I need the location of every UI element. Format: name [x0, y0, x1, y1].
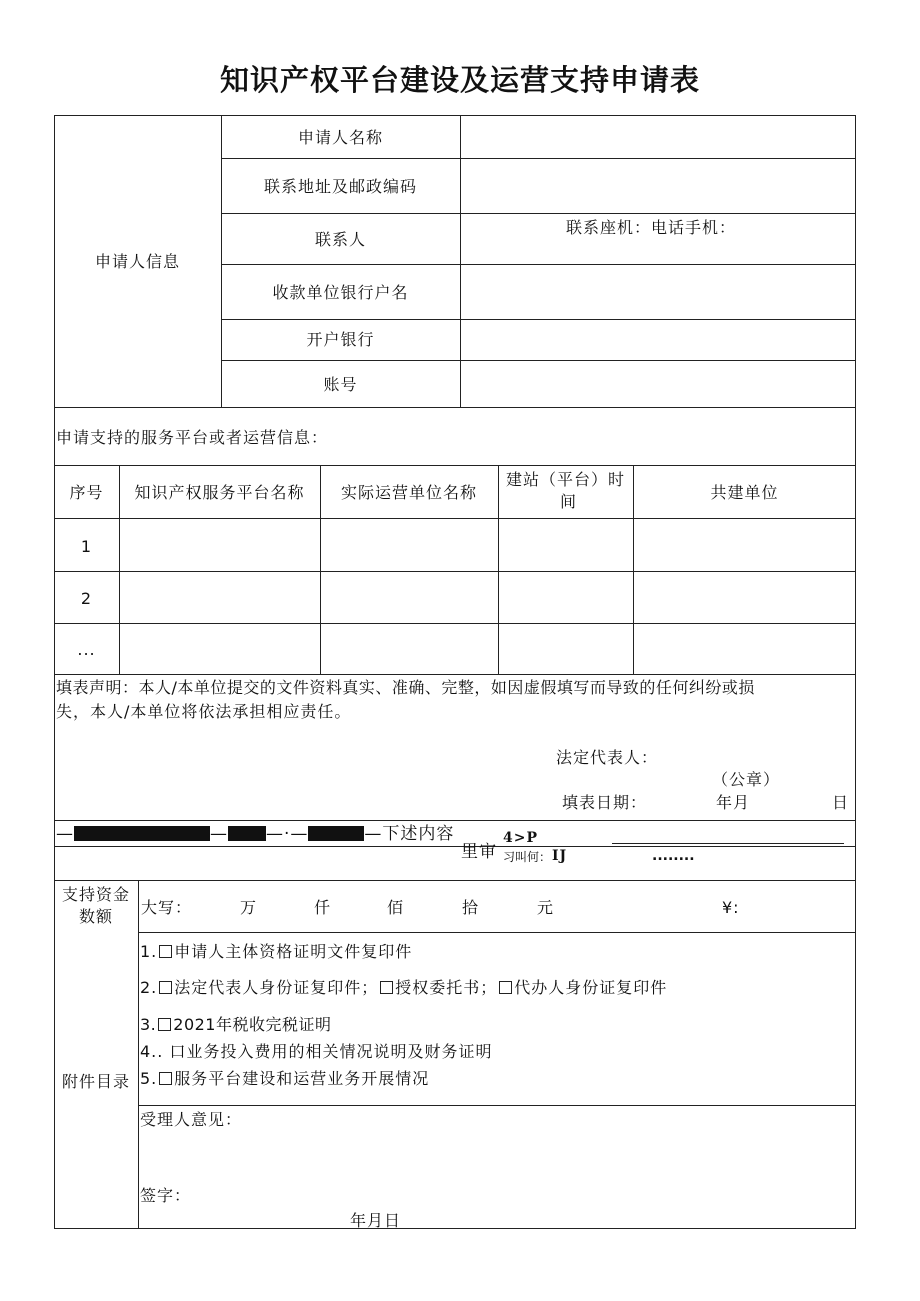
- divider: [498, 465, 499, 674]
- review-header-mid1: —: [210, 824, 228, 844]
- fill-date-ym: 年月: [716, 793, 751, 812]
- checkbox[interactable]: [159, 945, 172, 958]
- redaction-block: [74, 826, 210, 841]
- field-label-account-number: 账号: [323, 375, 358, 394]
- review-header-suffix: 下述内容: [382, 824, 455, 844]
- attachment-text: 代办人身份证复印件: [514, 978, 668, 997]
- field-label-bank: 开户银行: [306, 330, 375, 349]
- review-subcode: IJ: [552, 848, 568, 864]
- item-number: 2.: [140, 978, 158, 997]
- field-label-applicant-name: 申请人名称: [297, 128, 383, 147]
- col-header-no: 序号: [69, 483, 104, 502]
- item-number: 3.: [140, 1015, 157, 1034]
- divider: [54, 465, 856, 466]
- form-title: 知识产权平台建设及运营支持申请表: [219, 63, 700, 97]
- funding-daxie-label: 大写：: [141, 898, 193, 917]
- acceptance-opinion-label: 受理人意见：: [140, 1110, 243, 1129]
- funding-label-line2: 数额: [78, 907, 113, 926]
- divider: [54, 407, 856, 408]
- acceptance-sign-label: 签字：: [140, 1186, 192, 1205]
- unit-bai: 佰: [387, 898, 405, 917]
- attachment-text: 服务平台建设和运营业务开展情况: [174, 1069, 430, 1088]
- divider: [221, 158, 856, 159]
- divider: [54, 820, 856, 821]
- divider: [54, 846, 856, 847]
- divider: [221, 264, 856, 265]
- seal-label: （公章）: [712, 770, 781, 789]
- attachments-label: 附件目录: [61, 1072, 130, 1091]
- field-value-contact[interactable]: 联系座机：电话手机：: [566, 218, 737, 237]
- review-header-mid2: —·—: [266, 824, 309, 844]
- divider: [221, 213, 856, 214]
- checkbox[interactable]: [159, 981, 172, 994]
- acceptance-date-label: 年月日: [350, 1211, 402, 1230]
- checkbox[interactable]: [159, 1072, 172, 1085]
- divider: [54, 880, 856, 881]
- col-header-build-time: 建站（平台）时: [505, 470, 625, 489]
- field-label-address: 联系地址及邮政编码: [263, 177, 417, 196]
- review-header-prefix: —: [56, 824, 74, 844]
- item-number: 1.: [140, 942, 158, 961]
- col-header-platform-name: 知识产权服务平台名称: [134, 483, 305, 502]
- unit-shi: 拾: [462, 898, 480, 917]
- field-label-bank-account-name: 收款单位银行户名: [272, 283, 409, 302]
- declaration-line1: 填表声明：本人/本单位提交的文件资料真实、准确、完整，如因虚假填写而导致的任何纠纷或损: [56, 678, 755, 697]
- divider: [54, 623, 856, 624]
- unit-wan: 万: [240, 898, 258, 917]
- review-dots: ........: [652, 848, 695, 864]
- fill-date-d: 日: [832, 793, 850, 812]
- checkbox[interactable]: [158, 1018, 171, 1031]
- col-header-co-builder: 共建单位: [710, 483, 779, 502]
- attachment-text: 法定代表人身份证复印件；: [174, 978, 379, 997]
- checkbox[interactable]: [499, 981, 512, 994]
- checkbox[interactable]: [380, 981, 393, 994]
- item-number: 4.: [140, 1042, 158, 1061]
- unit-qian: 仟: [314, 898, 332, 917]
- yuan-symbol: ¥:: [722, 898, 740, 917]
- divider: [221, 360, 856, 361]
- attachment-item-4: [140, 1042, 492, 1061]
- divider: [54, 674, 856, 675]
- review-header: [56, 824, 454, 844]
- row-number: 1: [80, 537, 93, 556]
- review-header-mid3: —: [364, 824, 383, 844]
- redaction-block: [308, 826, 364, 841]
- attachment-item-2: [140, 978, 667, 997]
- attachment-text: . 口业务投入费用的相关情况说明及财务证明: [157, 1042, 493, 1061]
- fill-date-label: 填表日期：: [562, 793, 648, 812]
- review-label: 里审: [461, 842, 497, 862]
- divider: [138, 932, 856, 933]
- declaration-line2: 失，本人/本单位将依法承担相应责任。: [56, 702, 352, 721]
- unit-yuan: 元: [537, 898, 555, 917]
- review-subtext: 习叫何：: [503, 850, 552, 864]
- divider: [138, 1105, 856, 1106]
- attachment-item-3: [140, 1015, 332, 1034]
- redaction-block: [228, 826, 266, 841]
- divider: [54, 571, 856, 572]
- divider: [54, 518, 856, 519]
- attachment-text: 授权委托书；: [395, 978, 498, 997]
- funding-label-line1: 支持资金: [61, 885, 130, 904]
- attachment-text: 申请人主体资格证明文件复印件: [174, 942, 413, 961]
- divider: [612, 843, 844, 844]
- row-number: ...: [77, 640, 96, 659]
- row-number: 2: [80, 589, 93, 608]
- attachment-item-5: [140, 1069, 429, 1088]
- col-header-build-time-2: 间: [560, 492, 578, 511]
- legal-rep-label: 法定代表人：: [556, 748, 659, 767]
- field-label-contact: 联系人: [314, 230, 366, 249]
- applicant-section-label: 申请人信息: [94, 252, 180, 271]
- divider: [221, 319, 856, 320]
- platform-intro: 申请支持的服务平台或者运营信息：: [56, 428, 329, 447]
- review-code: 4>P: [503, 830, 538, 846]
- item-number: 5.: [140, 1069, 158, 1088]
- col-header-operator: 实际运营单位名称: [340, 483, 477, 502]
- attachment-item-1: [140, 942, 412, 961]
- attachment-text: 2021年税收完税证明: [173, 1015, 332, 1034]
